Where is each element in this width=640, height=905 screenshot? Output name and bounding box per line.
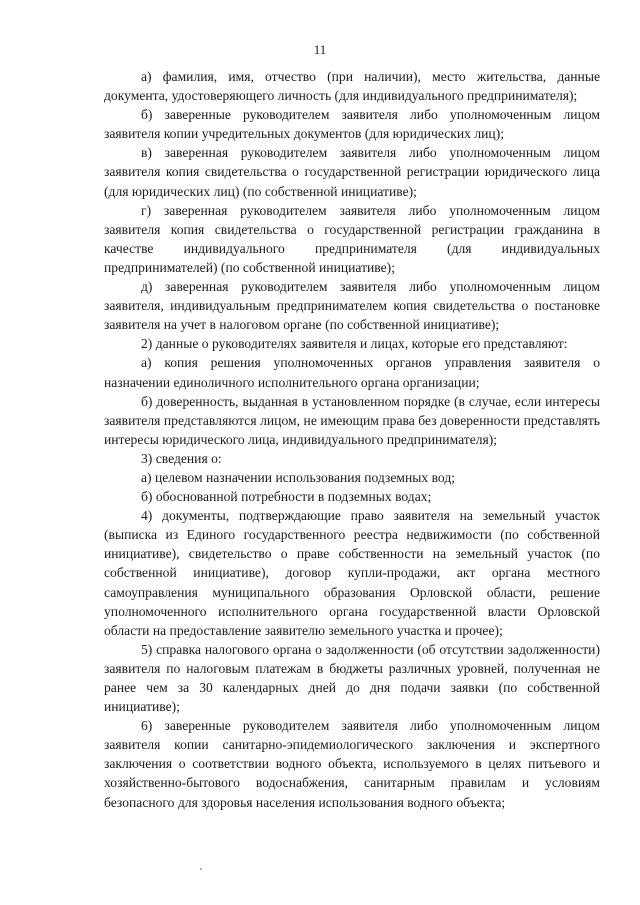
paragraph-4: 4) документы, подтверждающие право заявителя на земельный участок (выписка из Единого государственного реестра недвижимости (по собственной инициативе), свидетельство о праве собственности на земельный участок (по собственной инициативе), договор купли-продажи, акт органа местного самоуправления муниципального образования Орловской области, решение уполномоченного исполнительного органа государственной власти Орловской области на предоставление заявителю земельного участка и прочее); bbox=[104, 508, 600, 638]
paragraph-6: 6) заверенные руководителем заявителя либо уполномоченным лицом заявителя копии санитарно-эпидемиологического заключения и экспертного заключения о соответствии водного объекта, используемого в целях питьевого и хозяйственно-бытового водоснабжения, санитарным правилам и условиям безопасного для здоровья населения использования водного объекта; bbox=[104, 718, 600, 810]
paragraph-2b: б) доверенность, выданная в установленном порядке (в случае, если интересы заявителя представляются лицом, не имеющим права без доверенности представлять интересы юридического лица, индивидуального предпринимателя); bbox=[104, 393, 600, 447]
paragraph-1v: в) заверенная руководителем заявителя либо уполномоченным лицом заявителя копия свидетельства о государственной регистрации юридического лица (для юридических лиц) (по собственной инициативе); bbox=[104, 145, 600, 199]
document-body bbox=[104, 67, 600, 812]
scan-speck bbox=[200, 868, 202, 870]
paragraph-2: 2) данные о руководителях заявителя и лицах, которые его представляют: bbox=[141, 336, 568, 352]
paragraph-2a: а) копия решения уполномоченных органов управления заявителя о назначении единоличного исполнительного органа организации; bbox=[104, 355, 600, 390]
paragraph-3a: а) целевом назначении использования подземных вод; bbox=[141, 469, 456, 485]
page-number: 11 bbox=[313, 42, 327, 57]
paragraph-3b: б) обоснованной потребности в подземных водах; bbox=[141, 489, 432, 505]
paragraph-5: 5) справка налогового органа о задолженности (об отсутствии задолженности) заявителя по налоговым платежам в бюджеты различных уровней, полученная не ранее чем за 30 календарных дней до дня подачи заявки (по собственной инициативе); bbox=[104, 641, 600, 715]
paragraph-3: 3) сведения о: bbox=[141, 450, 222, 466]
paragraph-1g: г) заверенная руководителем заявителя либо уполномоченным лицом заявителя копия свидетельства о государственной регистрации гражданина в качестве индивидуального предпринимателя (для индивидуальных предпринимателей) (по собственной инициативе); bbox=[104, 202, 600, 275]
paragraph-1a: а) фамилия, имя, отчество (при наличии), место жительства, данные документа, удостоверяющего личность (для индивидуального предпринимателя); bbox=[104, 69, 600, 104]
paragraph-1b: б) заверенные руководителем заявителя либо уполномоченным лицом заявителя копии учредительных документов (для юридических лиц); bbox=[104, 107, 600, 142]
paragraph-1d: д) заверенная руководителем заявителя либо уполномоченным лицом заявителя, индивидуальным предпринимателем копия свидетельства о постановке заявителя на учет в налоговом органе (по собственной инициативе); bbox=[104, 279, 600, 333]
